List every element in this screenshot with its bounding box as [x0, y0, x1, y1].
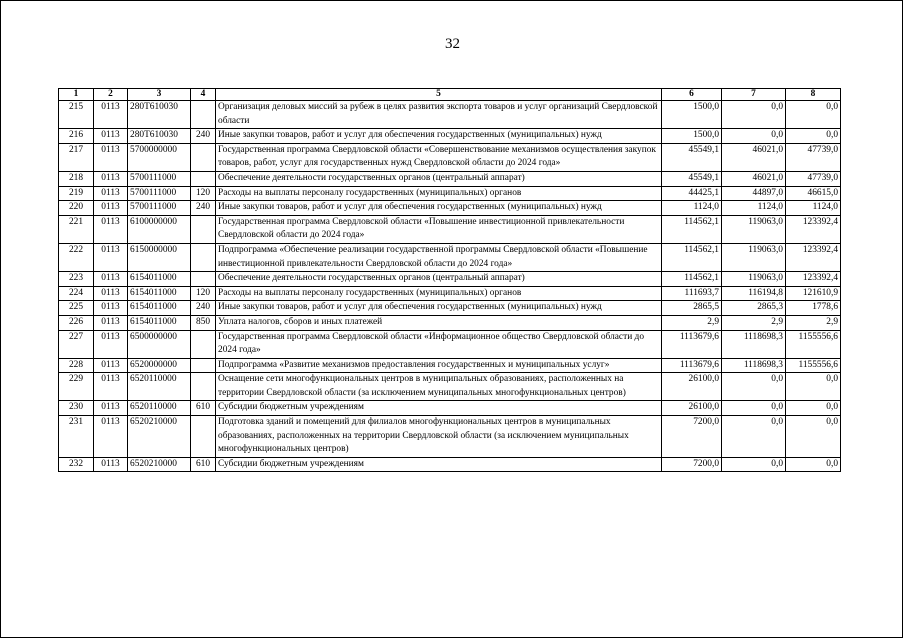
expense-type-code-cell: 850	[191, 315, 216, 330]
section-code-cell: 0113	[94, 373, 128, 401]
name-cell: Иные закупки товаров, работ и услуг для обеспечения государственных (муниципальных) нужд	[216, 201, 662, 216]
amount-col7-cell: 0,0	[722, 101, 786, 129]
amount-col6-cell: 44425,1	[662, 186, 722, 201]
table-row	[59, 201, 841, 216]
name-cell: Обеспечение деятельности государственных органов (центральный аппарат)	[216, 272, 662, 287]
section-code-cell: 0113	[94, 201, 128, 216]
amount-col7-cell: 46021,0	[722, 171, 786, 186]
name-cell: Оснащение сети многофункциональных центров в муниципальных образованиях, расположенных на территории Свердловской области (за исключением муниципальных многофункциональных центров)	[216, 373, 662, 401]
table-row	[59, 315, 841, 330]
expense-type-code-cell	[191, 215, 216, 243]
target-article-code-cell: 6150000000	[128, 243, 191, 271]
section-code-cell: 0113	[94, 186, 128, 201]
expense-type-code-cell	[191, 101, 216, 129]
section-code-cell: 0113	[94, 301, 128, 316]
table-row	[59, 243, 841, 271]
row-number-cell: 217	[59, 143, 94, 171]
name-cell: Подпрограмма «Развитие механизмов предоставления государственных и муниципальных услуг»	[216, 358, 662, 373]
name-cell: Иные закупки товаров, работ и услуг для обеспечения государственных (муниципальных) нужд	[216, 129, 662, 144]
amount-col7-cell: 0,0	[722, 401, 786, 416]
name-cell: Государственная программа Свердловской области «Информационное общество Свердловской области до 2024 года»	[216, 330, 662, 358]
table-row	[59, 101, 841, 129]
amount-col8-cell: 1155556,6	[786, 358, 841, 373]
name-cell: Государственная программа Свердловской области «Повышение инвестиционной привлекательности Свердловской области до 2024 года»	[216, 215, 662, 243]
name-cell: Обеспечение деятельности государственных органов (центральный аппарат)	[216, 171, 662, 186]
table-row	[59, 272, 841, 287]
target-article-code-cell: 6154011000	[128, 286, 191, 301]
row-number-cell: 220	[59, 201, 94, 216]
budget-table	[58, 88, 841, 472]
target-article-code-cell: 6520110000	[128, 401, 191, 416]
target-article-code-cell: 6520210000	[128, 416, 191, 458]
row-number-cell: 227	[59, 330, 94, 358]
amount-col7-cell: 0,0	[722, 129, 786, 144]
amount-col6-cell: 7200,0	[662, 457, 722, 472]
section-code-cell: 0113	[94, 401, 128, 416]
name-cell: Субсидии бюджетным учреждениям	[216, 457, 662, 472]
row-number-cell: 219	[59, 186, 94, 201]
amount-col6-cell: 26100,0	[662, 401, 722, 416]
amount-col7-cell: 44897,0	[722, 186, 786, 201]
expense-type-code-cell	[191, 416, 216, 458]
expense-type-code-cell	[191, 330, 216, 358]
expense-type-code-cell	[191, 243, 216, 271]
amount-col7-cell: 1124,0	[722, 201, 786, 216]
expense-type-code-cell	[191, 143, 216, 171]
column-header: 1	[59, 89, 94, 101]
amount-col7-cell: 119063,0	[722, 272, 786, 287]
target-article-code-cell: 6500000000	[128, 330, 191, 358]
expense-type-code-cell: 120	[191, 186, 216, 201]
section-code-cell: 0113	[94, 129, 128, 144]
amount-col8-cell: 46615,0	[786, 186, 841, 201]
amount-col6-cell: 114562,1	[662, 243, 722, 271]
table-row	[59, 416, 841, 458]
row-number-cell: 216	[59, 129, 94, 144]
section-code-cell: 0113	[94, 171, 128, 186]
row-number-cell: 228	[59, 358, 94, 373]
column-header: 3	[128, 89, 191, 101]
amount-col7-cell: 2,9	[722, 315, 786, 330]
name-cell: Иные закупки товаров, работ и услуг для обеспечения государственных (муниципальных) нужд	[216, 301, 662, 316]
table-row	[59, 373, 841, 401]
amount-col6-cell: 26100,0	[662, 373, 722, 401]
expense-type-code-cell: 240	[191, 301, 216, 316]
section-code-cell: 0113	[94, 101, 128, 129]
section-code-cell: 0113	[94, 330, 128, 358]
name-cell: Подготовка зданий и помещений для филиалов многофункциональных центров в муниципальных образованиях, расположенных на территории Свердловской области (за исключением муниципальных многофункциональных центров)	[216, 416, 662, 458]
target-article-code-cell: 280Т610030	[128, 129, 191, 144]
table-row	[59, 215, 841, 243]
target-article-code-cell: 6154011000	[128, 315, 191, 330]
table-row	[59, 301, 841, 316]
amount-col8-cell: 0,0	[786, 416, 841, 458]
amount-col6-cell: 111693,7	[662, 286, 722, 301]
row-number-cell: 223	[59, 272, 94, 287]
amount-col8-cell: 1124,0	[786, 201, 841, 216]
amount-col8-cell: 1155556,6	[786, 330, 841, 358]
amount-col8-cell: 0,0	[786, 101, 841, 129]
expense-type-code-cell: 610	[191, 401, 216, 416]
column-header: 5	[216, 89, 662, 101]
target-article-code-cell: 6154011000	[128, 272, 191, 287]
amount-col7-cell: 0,0	[722, 373, 786, 401]
row-number-cell: 225	[59, 301, 94, 316]
column-header: 6	[662, 89, 722, 101]
amount-col8-cell: 2,9	[786, 315, 841, 330]
table-row	[59, 171, 841, 186]
expense-type-code-cell	[191, 272, 216, 287]
row-number-cell: 218	[59, 171, 94, 186]
expense-type-code-cell: 240	[191, 129, 216, 144]
row-number-cell: 226	[59, 315, 94, 330]
amount-col7-cell: 0,0	[722, 457, 786, 472]
amount-col6-cell: 45549,1	[662, 143, 722, 171]
name-cell: Государственная программа Свердловской области «Совершенствование механизмов осуществления закупок товаров, работ, услуг для государственных нужд Свердловской области до 2024 года»	[216, 143, 662, 171]
table-row	[59, 330, 841, 358]
name-cell: Субсидии бюджетным учреждениям	[216, 401, 662, 416]
amount-col6-cell: 114562,1	[662, 272, 722, 287]
amount-col7-cell: 0,0	[722, 416, 786, 458]
amount-col7-cell: 1118698,3	[722, 358, 786, 373]
table-row	[59, 143, 841, 171]
amount-col6-cell: 2,9	[662, 315, 722, 330]
amount-col8-cell: 123392,4	[786, 243, 841, 271]
target-article-code-cell: 5700111000	[128, 171, 191, 186]
target-article-code-cell: 5700000000	[128, 143, 191, 171]
section-code-cell: 0113	[94, 416, 128, 458]
expense-type-code-cell	[191, 171, 216, 186]
column-header: 2	[94, 89, 128, 101]
table-row	[59, 186, 841, 201]
expense-type-code-cell	[191, 373, 216, 401]
amount-col8-cell: 121610,9	[786, 286, 841, 301]
target-article-code-cell: 5700111000	[128, 201, 191, 216]
amount-col8-cell: 0,0	[786, 401, 841, 416]
row-number-cell: 230	[59, 401, 94, 416]
target-article-code-cell: 6154011000	[128, 301, 191, 316]
amount-col8-cell: 1778,6	[786, 301, 841, 316]
amount-col7-cell: 116194,8	[722, 286, 786, 301]
amount-col6-cell: 114562,1	[662, 215, 722, 243]
section-code-cell: 0113	[94, 315, 128, 330]
column-header: 7	[722, 89, 786, 101]
row-number-cell: 221	[59, 215, 94, 243]
amount-col8-cell: 123392,4	[786, 215, 841, 243]
target-article-code-cell: 6100000000	[128, 215, 191, 243]
amount-col6-cell: 2865,5	[662, 301, 722, 316]
target-article-code-cell: 6520110000	[128, 373, 191, 401]
amount-col7-cell: 1118698,3	[722, 330, 786, 358]
name-cell: Уплата налогов, сборов и иных платежей	[216, 315, 662, 330]
amount-col8-cell: 0,0	[786, 457, 841, 472]
amount-col8-cell: 0,0	[786, 373, 841, 401]
section-code-cell: 0113	[94, 272, 128, 287]
table-row	[59, 457, 841, 472]
column-header: 4	[191, 89, 216, 101]
amount-col6-cell: 7200,0	[662, 416, 722, 458]
section-code-cell: 0113	[94, 457, 128, 472]
expense-type-code-cell: 120	[191, 286, 216, 301]
expense-type-code-cell	[191, 358, 216, 373]
target-article-code-cell: 6520000000	[128, 358, 191, 373]
section-code-cell: 0113	[94, 358, 128, 373]
name-cell: Расходы на выплаты персоналу государственных (муниципальных) органов	[216, 186, 662, 201]
amount-col7-cell: 46021,0	[722, 143, 786, 171]
target-article-code-cell: 280Т610030	[128, 101, 191, 129]
table-row	[59, 401, 841, 416]
amount-col7-cell: 2865,3	[722, 301, 786, 316]
row-number-cell: 224	[59, 286, 94, 301]
row-number-cell: 229	[59, 373, 94, 401]
column-header: 8	[786, 89, 841, 101]
amount-col8-cell: 47739,0	[786, 171, 841, 186]
amount-col6-cell: 1124,0	[662, 201, 722, 216]
section-code-cell: 0113	[94, 143, 128, 171]
target-article-code-cell: 6520210000	[128, 457, 191, 472]
amount-col7-cell: 119063,0	[722, 243, 786, 271]
amount-col6-cell: 1113679,6	[662, 330, 722, 358]
header-row	[59, 89, 841, 101]
name-cell: Организация деловых миссий за рубеж в целях развития экспорта товаров и услуг организаций Свердловской области	[216, 101, 662, 129]
table-row	[59, 358, 841, 373]
section-code-cell: 0113	[94, 286, 128, 301]
row-number-cell: 232	[59, 457, 94, 472]
row-number-cell: 231	[59, 416, 94, 458]
amount-col8-cell: 123392,4	[786, 272, 841, 287]
amount-col6-cell: 45549,1	[662, 171, 722, 186]
amount-col6-cell: 1500,0	[662, 129, 722, 144]
row-number-cell: 215	[59, 101, 94, 129]
table-row	[59, 129, 841, 144]
amount-col8-cell: 0,0	[786, 129, 841, 144]
amount-col6-cell: 1113679,6	[662, 358, 722, 373]
amount-col6-cell: 1500,0	[662, 101, 722, 129]
table-body	[59, 101, 841, 472]
amount-col7-cell: 119063,0	[722, 215, 786, 243]
amount-col8-cell: 47739,0	[786, 143, 841, 171]
section-code-cell: 0113	[94, 243, 128, 271]
target-article-code-cell: 5700111000	[128, 186, 191, 201]
page-number: 32	[445, 36, 460, 52]
section-code-cell: 0113	[94, 215, 128, 243]
table-row	[59, 286, 841, 301]
name-cell: Расходы на выплаты персоналу государственных (муниципальных) органов	[216, 286, 662, 301]
expense-type-code-cell: 610	[191, 457, 216, 472]
name-cell: Подпрограмма «Обеспечение реализации государственной программы Свердловской области «Повышение инвестиционной привлекательности Свердловской области до 2024 года»	[216, 243, 662, 271]
expense-type-code-cell: 240	[191, 201, 216, 216]
row-number-cell: 222	[59, 243, 94, 271]
